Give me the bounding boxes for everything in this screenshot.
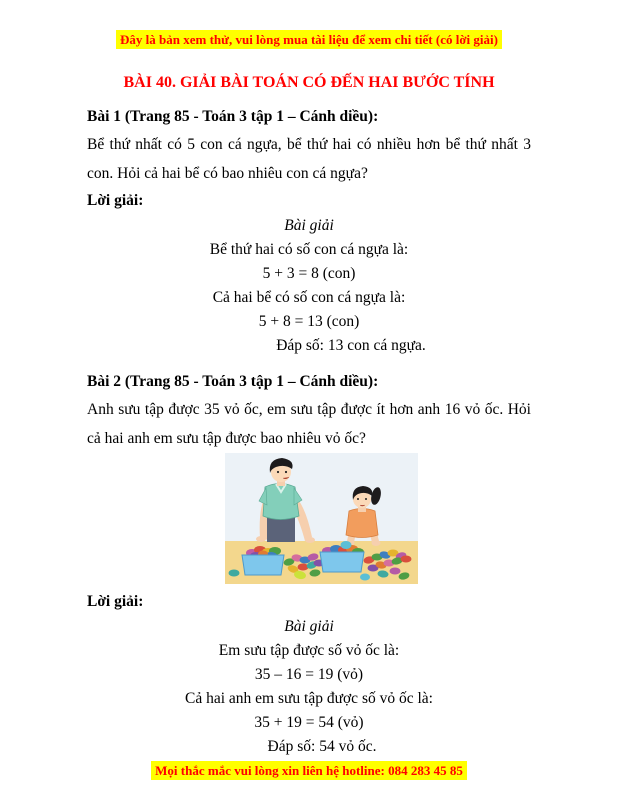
- problem2-solution-line: Em sưu tập được số vỏ ốc là:: [218, 642, 400, 659]
- problem1-heading: Bài 1 (Trang 85 - Toán 3 tập 1 – Cánh diều):: [87, 108, 379, 125]
- preview-banner: Đây là bản xem thử, vui lòng mua tài liệu để xem chi tiết (có lời giải): [116, 30, 502, 49]
- problem2-solution-title: Bài giải: [284, 618, 334, 635]
- document-content: [87, 104, 531, 759]
- problem1-solution-title: Bài giải: [284, 217, 334, 234]
- problem2-figure-container: [87, 453, 531, 589]
- problem2-answer: Đáp số: 54 vỏ ốc.: [267, 738, 377, 755]
- problem2-solution-line: Cả hai anh em sưu tập được số vỏ ốc là:: [185, 690, 433, 707]
- problem1-solution-line: Bể thứ hai có số con cá ngựa là:: [209, 241, 409, 258]
- left-shell-tray: [242, 546, 284, 575]
- problem2-text: Anh sưu tập được 35 vỏ ốc, em sưu tập được ít hơn anh 16 vỏ ốc. Hỏi cả hai anh em sưu tập được bao nhiêu vỏ ốc?: [87, 401, 531, 447]
- problem1-solution-line: 5 + 3 = 8 (con): [262, 265, 356, 282]
- problem1-solution-line: Cả hai bể có số con cá ngựa là:: [212, 289, 406, 306]
- hotline-banner: Mọi thắc mắc vui lòng xin liên hệ hotline: 084 283 45 85: [151, 761, 467, 780]
- problem2-solution-line: 35 + 19 = 54 (vỏ): [254, 714, 364, 731]
- problem1-solution-label: Lời giải:: [87, 192, 144, 209]
- problem2-heading: Bài 2 (Trang 85 - Toán 3 tập 1 – Cánh diều):: [87, 373, 379, 390]
- problem1-text: Bể thứ nhất có 5 con cá ngựa, bể thứ hai có nhiều hơn bể thứ nhất 3 con. Hỏi cả hai bể có bao nhiêu con cá ngựa?: [87, 136, 531, 182]
- preview-banner-container: [0, 0, 618, 49]
- problem2-solution-line: 35 – 16 = 19 (vỏ): [254, 666, 364, 683]
- problem2-solution-label: Lời giải:: [87, 593, 144, 610]
- children-sorting-seashells-image: [225, 453, 418, 589]
- problem1-answer: Đáp số: 13 con cá ngựa.: [276, 337, 426, 354]
- hotline-banner-container: [0, 761, 618, 780]
- page-title: BÀI 40. GIẢI BÀI TOÁN CÓ ĐẾN HAI BƯỚC TÍNH: [123, 74, 495, 91]
- problem1-solution-line: 5 + 8 = 13 (con): [258, 313, 360, 330]
